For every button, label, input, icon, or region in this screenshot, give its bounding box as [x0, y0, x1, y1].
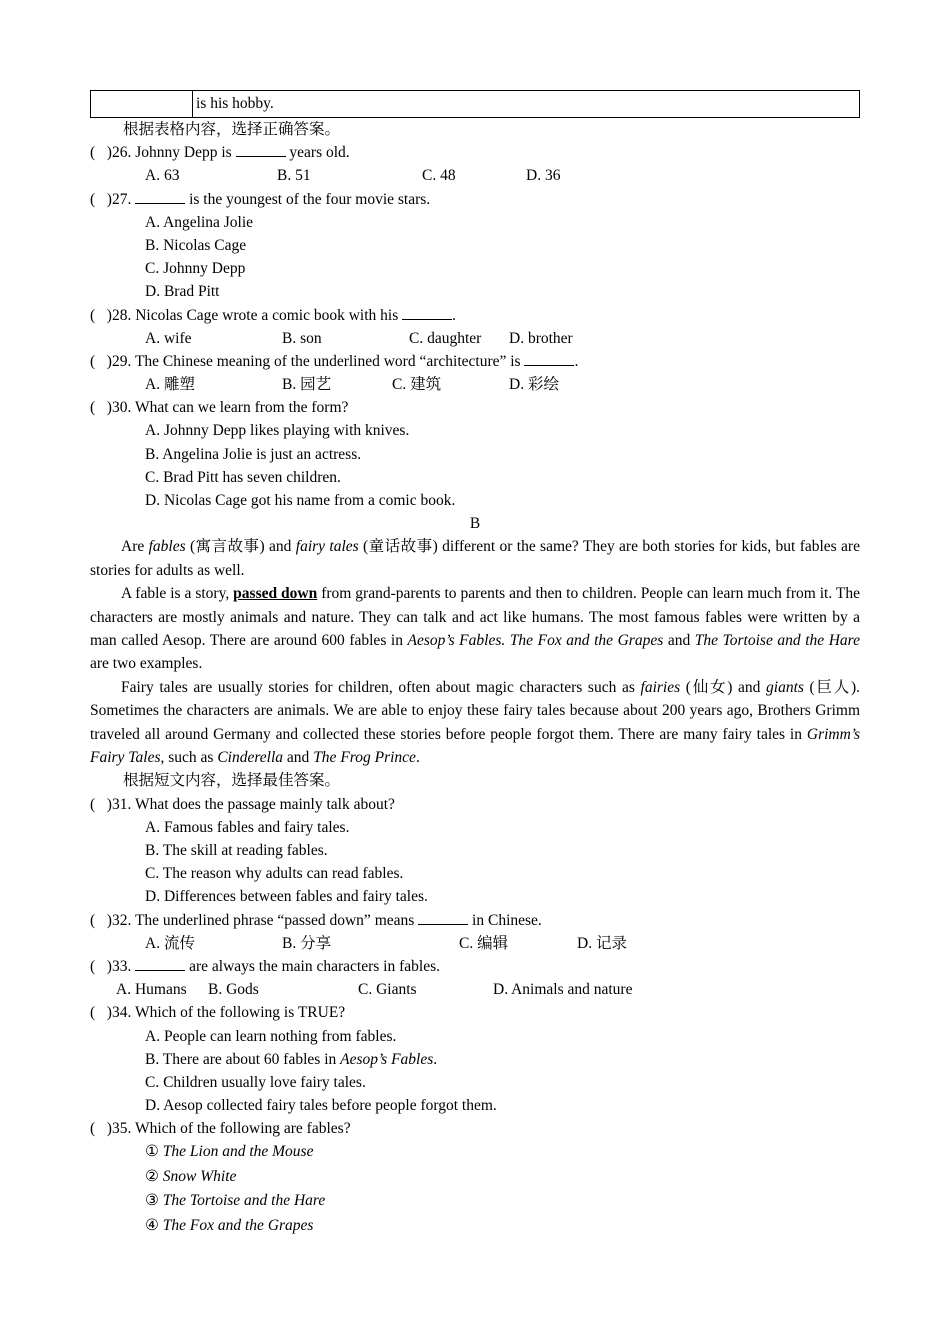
question-27: ( )27. is the youngest of the four movie stars. [90, 188, 860, 211]
answer-blank [236, 141, 286, 157]
option: A. Angelina Jolie [145, 213, 254, 231]
section-b-instruction: 根据短文内容，选择最佳答案。 [123, 772, 341, 790]
section-a-instruction: 根据表格内容，选择正确答案。 [123, 121, 341, 138]
options-28 [90, 327, 860, 350]
option: C. daughter [409, 329, 482, 347]
section-b-heading: B [469, 515, 481, 533]
option: D. Brad Pitt [145, 283, 220, 301]
question-34: ( )34. Which of the following is TRUE? [90, 1004, 346, 1022]
question-29: ( )29. The Chinese meaning of the underlined word “architecture” is . [90, 350, 860, 373]
answer-blank [135, 955, 185, 971]
option: B. son [282, 329, 322, 347]
question-35: ( )35. Which of the following are fables? [90, 1120, 351, 1138]
question-33: ( )33. are always the main characters in fables. [90, 955, 860, 978]
option: C. Johnny Depp [145, 260, 246, 278]
list-item: ④ The Fox and the Grapes [145, 1216, 314, 1234]
option: C. Brad Pitt has seven children. [145, 468, 341, 486]
option: A. 雕塑 [145, 376, 195, 394]
document-page [90, 90, 860, 1238]
option: B. Gods [208, 981, 259, 999]
option: A. 流传 [145, 934, 195, 952]
list-item: ① The Lion and the Mouse [145, 1143, 314, 1161]
list-item: ③ The Tortoise and the Hare [145, 1192, 326, 1210]
option: D. brother [509, 329, 573, 347]
answer-blank [418, 909, 468, 925]
answer-blank [402, 304, 452, 320]
answer-blank [524, 350, 574, 366]
question-31: ( )31. What does the passage mainly talk about? [90, 795, 395, 813]
list-item: ② Snow White [145, 1167, 237, 1185]
option: A. Humans [116, 981, 187, 999]
question-28: ( )28. Nicolas Cage wrote a comic book with his . [90, 304, 860, 327]
option: B. Nicolas Cage [145, 236, 247, 254]
option: B. The skill at reading fables. [145, 842, 328, 859]
option: C. Giants [358, 981, 417, 999]
option: B. Angelina Jolie is just an actress. [145, 445, 362, 463]
option: A. 63 [145, 167, 180, 185]
passage-paragraph-2: A fable is a story, passed down from grand-parents to parents and then to children. People can learn much from it. The characters are mostly animals and nature. They can talk and act like humans. The most famous fables were written by a man called Aesop. There are around 600 fables in Aesop’s Fables. The Fox and the Grapes and The Tortoise and the Hare are two examples. [90, 585, 861, 673]
options-26 [90, 164, 860, 187]
option: A. People can learn nothing from fables. [145, 1027, 397, 1045]
question-26: ( )26. Johnny Depp is years old. [90, 141, 860, 164]
option: A. wife [145, 329, 192, 347]
option: C. 48 [422, 167, 456, 185]
table-cell: is his hobby. [193, 91, 860, 118]
question-30: ( )30. What can we learn from the form? [90, 399, 349, 417]
option: B. There are about 60 fables in Aesop’s Fables. [145, 1050, 438, 1068]
option: D. Aesop collected fairy tales before people forgot them. [145, 1097, 497, 1115]
underlined-phrase: passed down [233, 585, 318, 603]
option: B. 分享 [282, 934, 332, 952]
option: C. The reason why adults can read fables. [145, 865, 404, 883]
option: C. 编辑 [459, 934, 509, 952]
answer-blank [135, 188, 185, 204]
info-table [90, 90, 860, 118]
option: D. 彩绘 [509, 376, 559, 394]
option: A. Johnny Depp likes playing with knives. [145, 422, 410, 440]
option: D. Animals and nature [493, 981, 633, 999]
option: B. 51 [277, 167, 311, 185]
option: D. 36 [526, 167, 561, 185]
options-32 [90, 932, 860, 955]
option: D. Differences between fables and fairy tales. [145, 888, 428, 906]
options-29 [90, 373, 860, 396]
option: C. Children usually love fairy tales. [145, 1073, 366, 1091]
option: D. Nicolas Cage got his name from a comic book. [145, 492, 456, 509]
option: B. 园艺 [282, 376, 332, 394]
passage-paragraph-3: Fairy tales are usually stories for children, often about magic characters such as fairies (仙女) and giants (巨人). Sometimes the characters are animals. We are able to enjoy these fairy tales because about 200 years ago, Brothers Grimm traveled all around Germany and collected these stories before people forgot them. There are many fairy tales in Grimm’s Fairy Tales, such as Cinderella and The Frog Prince. [90, 678, 861, 767]
option: C. 建筑 [392, 376, 442, 394]
option: D. 记录 [577, 934, 627, 952]
options-33 [90, 978, 860, 1001]
table-row [91, 91, 860, 118]
option: A. Famous fables and fairy tales. [145, 818, 350, 836]
table-cell [91, 91, 193, 118]
question-32: ( )32. The underlined phrase “passed down” means in Chinese. [90, 909, 860, 932]
passage-paragraph-1: Are fables (寓言故事) and fairy tales (童话故事) different or the same? They are both stories for kids, but fables are stories for adults as well. [90, 538, 860, 579]
